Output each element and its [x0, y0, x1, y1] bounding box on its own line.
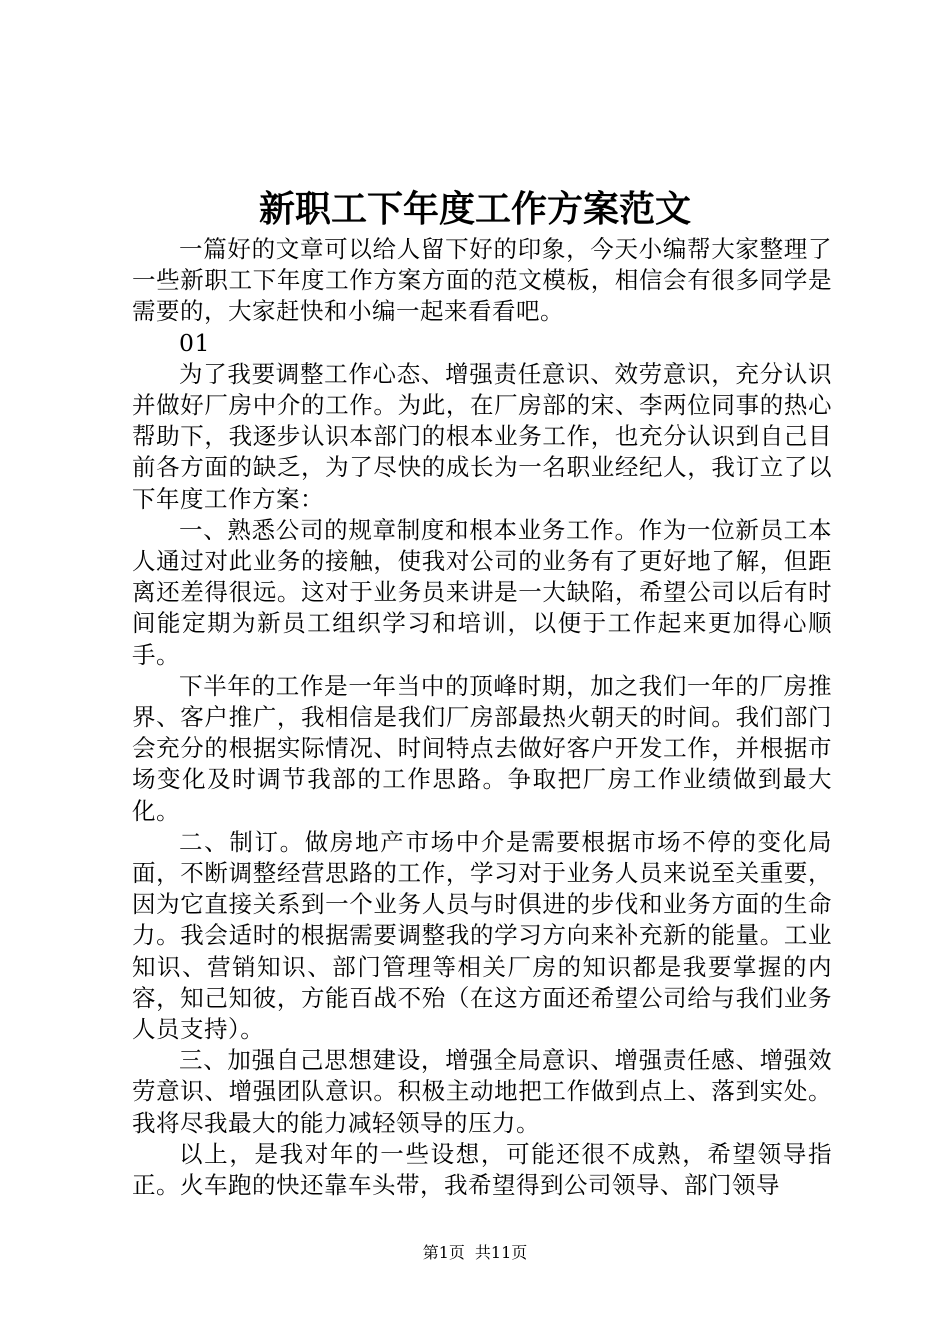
document-body: [132, 234, 832, 1201]
page-total: 共11页: [474, 1243, 528, 1262]
page-number: 第1页: [422, 1243, 465, 1262]
body-paragraph: 三、加强自己思想建设，增强全局意识、增强责任感、增强效劳意识、增强团队意识。积极主动地把工作做到点上、落到实处。我将尽我最大的能力减轻领导的压力。: [132, 1046, 832, 1137]
page-footer: [0, 1242, 950, 1264]
intro-paragraph: 一篇好的文章可以给人留下好的印象，今天小编帮大家整理了一些新职工下年度工作方案方面的范文模板，相信会有很多同学是需要的，大家赶快和小编一起来看看吧。: [132, 235, 832, 326]
body-paragraph: 下半年的工作是一年当中的顶峰时期，加之我们一年的厂房推界、客户推广，我相信是我们厂房部最热火朝天的时间。我们部门会充分的根据实际情况、时间特点去做好客户开发工作，并根据市场变化及时调节我部的工作思路。争取把厂房工作业绩做到最大化。: [132, 671, 832, 825]
body-paragraph: 一、熟悉公司的规章制度和根本业务工作。作为一位新员工本人通过对此业务的接触，使我对公司的业务有了更好地了解，但距离还差得很远。这对于业务员来讲是一大缺陷，希望公司以后有时间能定期为新员工组织学习和培训，以便于工作起来更加得心顺手。: [132, 515, 832, 669]
section-number: 01: [179, 328, 210, 357]
body-paragraph: 二、制订。做房地产市场中介是需要根据市场不停的变化局面，不断调整经营思路的工作，学习对于业务人员来说至关重要，因为它直接关系到一个业务人员与时俱进的步伐和业务方面的生命力。我会适时的根据需要调整我的学习方向来补充新的能量。工业知识、营销知识、部门管理等相关厂房的知识都是我要掌握的内容，知己知彼，方能百战不殆（在这方面还希望公司给与我们业务人员支持）。: [132, 827, 832, 1044]
body-paragraph: 为了我要调整工作心态、增强责任意识、效劳意识，充分认识并做好厂房中介的工作。为此，在厂房部的宋、李两位同事的热心帮助下，我逐步认识本部门的根本业务工作，也充分认识到自己目前各方面的缺乏，为了尽快的成长为一名职业经纪人，我订立了以下年度工作方案：: [132, 359, 832, 513]
document-title: 新职工下年度工作方案范文: [258, 188, 691, 230]
body-paragraph: 以上，是我对年的一些设想，可能还很不成熟，希望领导指正。火车跑的快还靠车头带，我希望得到公司领导、部门领导: [132, 1139, 832, 1200]
